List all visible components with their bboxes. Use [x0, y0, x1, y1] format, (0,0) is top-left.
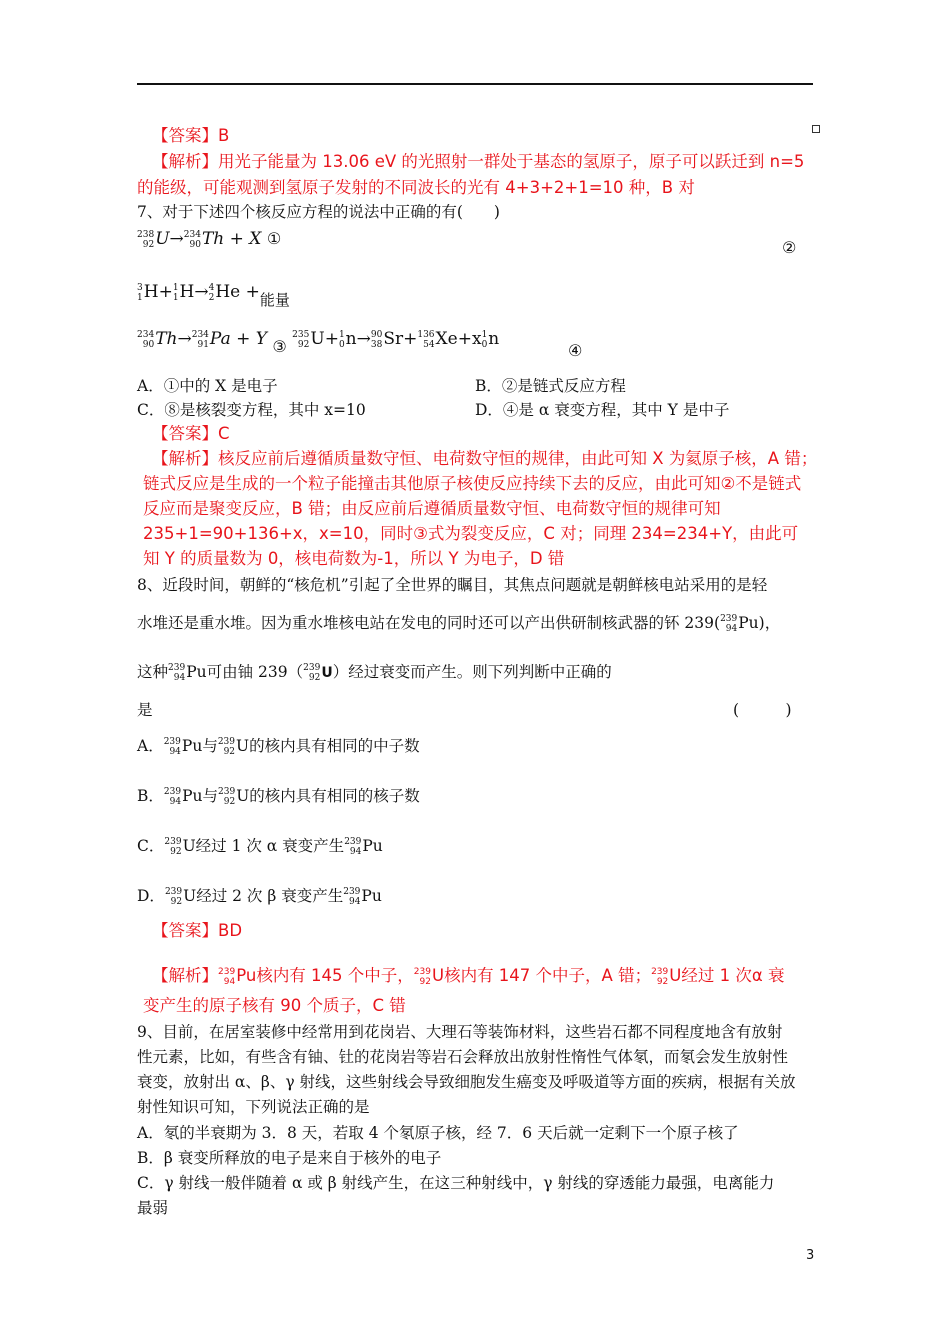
q7-analysis-line2: 链式反应是生成的一个粒子能撞击其他原子核使反应持续下去的反应，由此可知②不是链式	[143, 474, 802, 493]
q8-answer: 【答案】BD	[152, 921, 243, 940]
q8-stem-line4: 是	[137, 701, 153, 719]
q7-option-b: B．②是链式反应方程	[475, 377, 626, 395]
label-1: ①	[266, 229, 282, 248]
q7-option-d: D．④是 α 衰变方程，其中 Y 是中子	[475, 401, 730, 419]
q8-option-d: D． 239 92 U经过 2 次 β 衰变产生 239 94 Pu	[137, 887, 382, 907]
q7-option-c: C．⑧是核裂变方程，其中 x=10	[137, 401, 366, 419]
q6-analysis-line1: 【解析】用光子能量为 13.06 eV 的光照射一群处于基态的氢原子，原子可以跃迁到 n=5	[152, 152, 805, 171]
q6-answer: 【答案】B	[152, 126, 230, 145]
q7-equation-1: 238 92 U→ 234 90 Th + X ①	[137, 229, 282, 250]
label-2: ②	[782, 238, 797, 257]
q9-option-b: B．β 衰变所释放的电子是来自于核外的电子	[137, 1149, 442, 1167]
q9-option-a: A．氡的半衰期为 3．8 天，若取 4 个氡原子核，经 7．6 天后就一定剩下一个原子核了	[137, 1124, 739, 1142]
label-3: ③	[272, 337, 287, 356]
q7-analysis-line1: 【解析】核反应前后遵循质量数守恒、电荷数守恒的规律，由此可知 X 为氦原子核，A 错；	[152, 449, 818, 468]
q8-stem-line3: 这种 239 94 Pu可由铀 239（ 239 92 U）经过衰变而产生。则下列判断中正确的	[137, 663, 612, 683]
q7-option-a: A．①中的 X 是电子	[137, 377, 278, 395]
q8-stem-line2: 水堆还是重水堆。因为重水堆核电站在发电的同时还可以产出供研制核武器的钚 239( 239 94 Pu)，	[137, 614, 781, 634]
q8-analysis-line2: 变产生的原子核有 90 个质子，C 错	[143, 996, 406, 1015]
q7-stem: 7、对于下述四个核反应方程的说法中正确的有( )	[137, 203, 500, 221]
q8-option-c: C． 239 92 U经过 1 次 α 衰变产生 239 94 Pu	[137, 837, 383, 857]
page-number: 3	[806, 1248, 815, 1263]
q9-stem-line3: 衰变，放射出 α、β、γ 射线，这些射线会导致细胞发生癌变及呼吸道等方面的疾病，根据有关放	[137, 1073, 796, 1091]
q7-analysis-line5: 知 Y 的质量数为 0，核电荷数为-1，所以 Y 为电子，D 错	[143, 549, 565, 568]
q8-option-b: B． 239 94 Pu与 239 92 U的核内具有相同的核子数	[137, 787, 420, 807]
q7-equation-2: 3 1 H+ 1 1 H→ 4 2 He +能量	[137, 282, 290, 309]
header-rule	[137, 83, 813, 85]
q7-analysis-line3: 反应而是聚变反应，B 错；由反应前后遵循质量数守恒、电荷数守恒的规律可知	[143, 499, 721, 518]
q9-stem-line1: 9、目前，在居室装修中经常用到花岗岩、大理石等装饰材料，这些岩石都不同程度地含有放射	[137, 1023, 783, 1041]
q8-answer-bracket: ( )	[733, 701, 792, 719]
q7-answer: 【答案】C	[152, 424, 230, 443]
q6-analysis-line2: 的能级，可能观测到氢原子发射的不同波长的光有 4+3+2+1=10 种，B 对	[137, 178, 695, 197]
q8-analysis-line1: 【解析】 239 94 Pu核内有 145 个中子， 239 92 U核内有 147 个中子，A 错； 239 92 U经过 1 次α 衰	[152, 966, 785, 987]
q7-analysis-line4: 235+1=90+136+x，x=10，同时③式为裂变反应，C 对；同理 234=234+Y，由此可	[143, 524, 799, 543]
label-4: ④	[568, 341, 583, 360]
q9-option-c-line2: 最弱	[137, 1199, 169, 1217]
q9-option-c-line1: C．γ 射线一般伴随着 α 或 β 射线产生，在这三种射线中，γ 射线的穿透能力最强，电离能力	[137, 1174, 775, 1192]
q7-equation-3-4: 234 90 Th→ 234 91 Pa + Y ③ 235 92 U+ 1 0 n→ 90 38 Sr+ 136 54 Xe+x 1 0 n	[137, 329, 500, 356]
marker-box	[812, 125, 820, 133]
q9-stem-line2: 性元素，比如，有些含有铀、钍的花岗岩等岩石会释放出放射性惰性气体氡，而氡会发生放射性	[137, 1048, 789, 1066]
q8-stem-line1: 8、近段时间，朝鲜的“核危机”引起了全世界的瞩目，其焦点问题就是朝鲜核电站采用的是轻	[137, 576, 768, 594]
q9-stem-line4: 射性知识可知，下列说法正确的是	[137, 1098, 370, 1116]
q8-option-a: A． 239 94 Pu与 239 92 U的核内具有相同的中子数	[137, 737, 420, 757]
